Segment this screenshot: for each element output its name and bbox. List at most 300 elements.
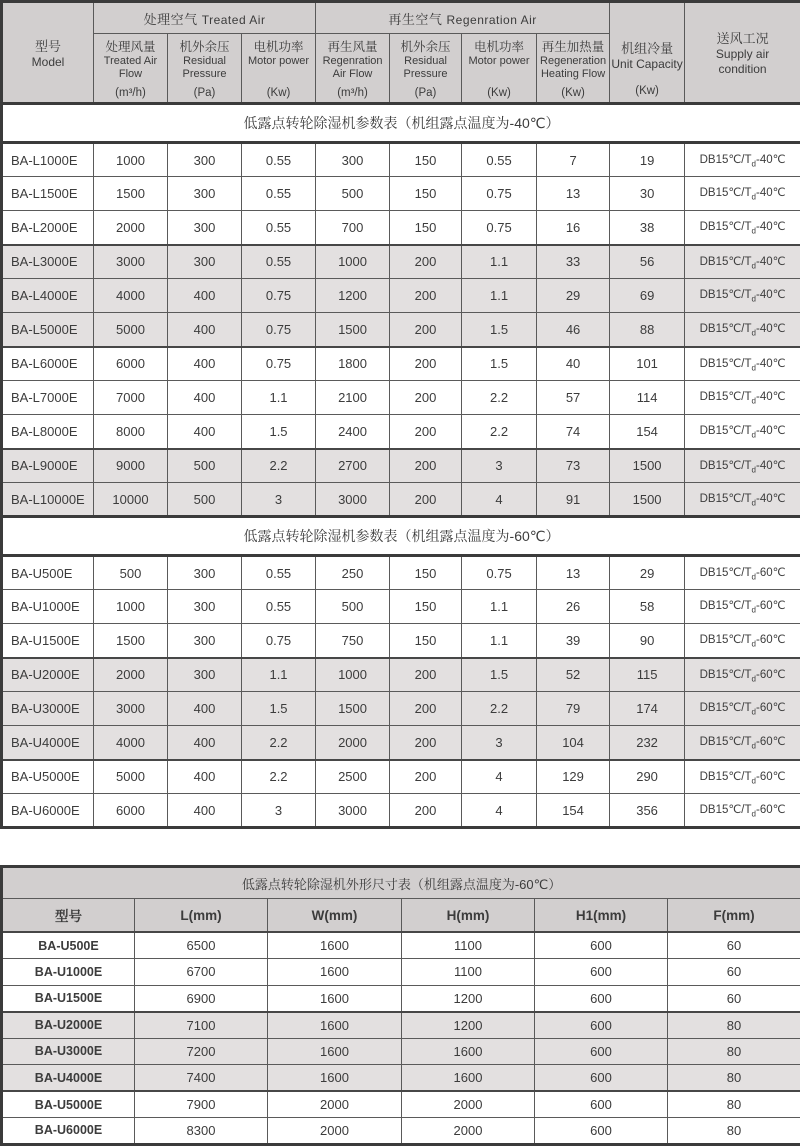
spec-table-row xyxy=(2,556,800,590)
dim-value-cell: 2000 xyxy=(402,1091,535,1118)
unit-capacity-zh: 机组冷量 xyxy=(621,38,673,57)
spec-table-row xyxy=(2,211,800,245)
supply-subscript: d xyxy=(752,465,756,474)
supply-suffix: -60℃ xyxy=(756,771,786,783)
value-cell: 0.75 xyxy=(462,556,537,590)
supply-subscript: d xyxy=(752,639,756,648)
model-cell: BA-U3000E xyxy=(2,692,94,726)
dimension-table xyxy=(0,865,800,1146)
dim-value-cell: 80 xyxy=(668,1118,800,1145)
supply-subscript: d xyxy=(752,606,756,615)
supply-suffix: -60℃ xyxy=(756,567,786,579)
dim-value-cell: 1100 xyxy=(402,959,535,986)
value-cell: 400 xyxy=(168,381,242,415)
value-cell: 200 xyxy=(390,760,462,794)
value-cell: 73 xyxy=(537,449,610,483)
value-cell: 200 xyxy=(390,313,462,347)
value-cell: 0.75 xyxy=(462,211,537,245)
supply-subscript: d xyxy=(752,776,756,785)
value-cell: 200 xyxy=(390,658,462,692)
supply-condition-cell xyxy=(685,211,800,245)
supply-subscript: d xyxy=(752,498,756,507)
value-cell: 115 xyxy=(610,658,685,692)
dim-value-cell: 600 xyxy=(535,959,668,986)
value-cell: 500 xyxy=(316,177,390,211)
supply-subscript: d xyxy=(752,430,756,439)
value-cell: 2500 xyxy=(316,760,390,794)
dim-table-row xyxy=(2,985,800,1012)
treated-air-group-header xyxy=(94,2,316,34)
value-cell: 2400 xyxy=(316,415,390,449)
dim-value-cell: 1600 xyxy=(268,1038,402,1065)
value-cell: 1200 xyxy=(316,279,390,313)
dim-model-cell: BA-U4000E xyxy=(2,1065,135,1092)
dim-column-header: L(mm) xyxy=(135,899,268,933)
dim-model-cell: BA-U5000E xyxy=(2,1091,135,1118)
spec-table-row xyxy=(2,590,800,624)
supply-subscript: d xyxy=(752,226,756,235)
value-cell: 2100 xyxy=(316,381,390,415)
value-cell: 1.5 xyxy=(462,658,537,692)
supply-condition-cell xyxy=(685,624,800,658)
value-cell: 150 xyxy=(390,177,462,211)
value-cell: 1.5 xyxy=(462,347,537,381)
value-cell: 101 xyxy=(610,347,685,381)
value-cell: 6000 xyxy=(94,794,168,828)
value-cell: 1.1 xyxy=(462,279,537,313)
value-cell: 200 xyxy=(390,483,462,517)
value-cell: 2.2 xyxy=(462,415,537,449)
value-cell: 2000 xyxy=(94,658,168,692)
regen-air-group-header xyxy=(316,2,610,34)
dim-model-cell: BA-U1000E xyxy=(2,959,135,986)
dim-value-cell: 600 xyxy=(535,1118,668,1145)
dim-table-row xyxy=(2,1012,800,1039)
value-cell: 300 xyxy=(168,177,242,211)
spec-table-body xyxy=(2,104,800,828)
value-cell: 200 xyxy=(390,279,462,313)
value-cell: 400 xyxy=(168,415,242,449)
model-cell: BA-L1000E xyxy=(2,143,94,177)
value-cell: 1.1 xyxy=(462,245,537,279)
dim-value-cell: 600 xyxy=(535,985,668,1012)
dim-value-cell: 1200 xyxy=(402,1012,535,1039)
value-cell: 1500 xyxy=(316,313,390,347)
supply-suffix: -40℃ xyxy=(756,187,786,199)
spec-table-row xyxy=(2,726,800,760)
supply-condition-cell xyxy=(685,590,800,624)
value-cell: 39 xyxy=(537,624,610,658)
value-cell: 700 xyxy=(316,211,390,245)
dim-table-row xyxy=(2,1118,800,1145)
value-cell: 19 xyxy=(610,143,685,177)
value-cell: 0.75 xyxy=(242,347,316,381)
dimension-table-title: 低露点转轮除湿机外形尺寸表（机组露点温度为-60℃） xyxy=(2,867,800,899)
value-cell: 356 xyxy=(610,794,685,828)
section-title: 低露点转轮除湿机参数表（机组露点温度为-60℃） xyxy=(2,517,800,556)
value-cell: 29 xyxy=(537,279,610,313)
model-cell: BA-L3000E xyxy=(2,245,94,279)
supply-condition-cell xyxy=(685,143,800,177)
dim-model-cell: BA-U3000E xyxy=(2,1038,135,1065)
model-cell: BA-L1500E xyxy=(2,177,94,211)
value-cell: 3000 xyxy=(316,483,390,517)
value-cell: 232 xyxy=(610,726,685,760)
value-cell: 1500 xyxy=(610,483,685,517)
value-cell: 5000 xyxy=(94,760,168,794)
spec-table-row xyxy=(2,449,800,483)
value-cell: 114 xyxy=(610,381,685,415)
value-cell: 0.55 xyxy=(462,143,537,177)
value-cell: 2.2 xyxy=(462,692,537,726)
model-cell: BA-U6000E xyxy=(2,794,94,828)
value-cell: 290 xyxy=(610,760,685,794)
spec-table-row xyxy=(2,658,800,692)
dim-column-header: H1(mm) xyxy=(535,899,668,933)
dim-value-cell: 7200 xyxy=(135,1038,268,1065)
dim-value-cell: 80 xyxy=(668,1012,800,1039)
value-cell: 30 xyxy=(610,177,685,211)
value-cell: 500 xyxy=(168,483,242,517)
supply-prefix: DB15℃/T xyxy=(700,804,752,816)
spec-table-header xyxy=(2,2,800,104)
value-cell: 46 xyxy=(537,313,610,347)
dim-value-cell: 600 xyxy=(535,1038,668,1065)
value-cell: 29 xyxy=(610,556,685,590)
value-cell: 1.1 xyxy=(242,381,316,415)
supply-suffix: -40℃ xyxy=(756,460,786,472)
spec-table-row xyxy=(2,143,800,177)
supply-subscript: d xyxy=(752,397,756,406)
value-cell: 400 xyxy=(168,794,242,828)
dim-column-header: W(mm) xyxy=(268,899,402,933)
supply-prefix: DB15℃/T xyxy=(700,358,752,370)
dimension-table-title-row xyxy=(2,867,800,899)
supply-suffix: -40℃ xyxy=(756,391,786,403)
model-cell: BA-U2000E xyxy=(2,658,94,692)
spec-table-row xyxy=(2,347,800,381)
dimension-table-header-row xyxy=(2,899,800,933)
supply-suffix: -40℃ xyxy=(756,221,786,233)
value-cell: 400 xyxy=(168,692,242,726)
value-cell: 91 xyxy=(537,483,610,517)
spec-table-row xyxy=(2,381,800,415)
value-cell: 400 xyxy=(168,726,242,760)
dim-value-cell: 1600 xyxy=(268,1012,402,1039)
value-cell: 400 xyxy=(168,347,242,381)
supply-air-zh: 送风工况 xyxy=(717,28,769,47)
supply-prefix: DB15℃/T xyxy=(700,187,752,199)
unit-capacity-header xyxy=(610,2,685,104)
supply-condition-cell xyxy=(685,692,800,726)
value-cell: 0.55 xyxy=(242,556,316,590)
section-title: 低露点转轮除湿机参数表（机组露点温度为-40℃） xyxy=(2,104,800,143)
supply-subscript: d xyxy=(752,363,756,372)
value-cell: 3 xyxy=(462,726,537,760)
col-header-residual-pressure-2: 机外余压 Residual Pressure (Pa) xyxy=(390,34,462,104)
dim-value-cell: 60 xyxy=(668,959,800,986)
supply-suffix: -60℃ xyxy=(756,804,786,816)
spec-table-row xyxy=(2,313,800,347)
supply-condition-cell xyxy=(685,245,800,279)
value-cell: 200 xyxy=(390,794,462,828)
supply-prefix: DB15℃/T xyxy=(700,771,752,783)
supply-suffix: -60℃ xyxy=(756,669,786,681)
dim-table-row xyxy=(2,1038,800,1065)
model-cell: BA-L8000E xyxy=(2,415,94,449)
supply-prefix: DB15℃/T xyxy=(700,289,752,301)
value-cell: 4000 xyxy=(94,726,168,760)
model-cell: BA-L5000E xyxy=(2,313,94,347)
value-cell: 0.55 xyxy=(242,177,316,211)
value-cell: 200 xyxy=(390,726,462,760)
value-cell: 300 xyxy=(168,658,242,692)
value-cell: 1.1 xyxy=(242,658,316,692)
value-cell: 16 xyxy=(537,211,610,245)
supply-subscript: d xyxy=(752,674,756,683)
supply-prefix: DB15℃/T xyxy=(700,567,752,579)
value-cell: 200 xyxy=(390,381,462,415)
value-cell: 300 xyxy=(168,624,242,658)
value-cell: 1000 xyxy=(316,245,390,279)
value-cell: 57 xyxy=(537,381,610,415)
supply-prefix: DB15℃/T xyxy=(700,256,752,268)
value-cell: 400 xyxy=(168,313,242,347)
value-cell: 0.75 xyxy=(242,313,316,347)
value-cell: 1.5 xyxy=(242,692,316,726)
value-cell: 4 xyxy=(462,794,537,828)
spec-table-row xyxy=(2,760,800,794)
value-cell: 0.55 xyxy=(242,211,316,245)
supply-condition-cell xyxy=(685,313,800,347)
dim-value-cell: 7900 xyxy=(135,1091,268,1118)
value-cell: 200 xyxy=(390,415,462,449)
supply-condition-cell xyxy=(685,381,800,415)
dim-value-cell: 2000 xyxy=(268,1091,402,1118)
value-cell: 13 xyxy=(537,556,610,590)
model-column-header xyxy=(2,2,94,104)
unit-capacity-en: Unit Capacity xyxy=(611,57,682,72)
supply-suffix: -40℃ xyxy=(756,358,786,370)
model-header-en: Model xyxy=(3,55,93,69)
value-cell: 200 xyxy=(390,692,462,726)
value-cell: 1500 xyxy=(94,624,168,658)
value-cell: 6000 xyxy=(94,347,168,381)
dim-value-cell: 1200 xyxy=(402,985,535,1012)
model-cell: BA-L9000E xyxy=(2,449,94,483)
value-cell: 8000 xyxy=(94,415,168,449)
value-cell: 90 xyxy=(610,624,685,658)
supply-condition-cell xyxy=(685,279,800,313)
value-cell: 150 xyxy=(390,590,462,624)
dim-column-header: F(mm) xyxy=(668,899,800,933)
value-cell: 750 xyxy=(316,624,390,658)
supply-suffix: -60℃ xyxy=(756,736,786,748)
dim-value-cell: 6500 xyxy=(135,932,268,959)
value-cell: 1500 xyxy=(316,692,390,726)
supply-condition-cell xyxy=(685,794,800,828)
value-cell: 40 xyxy=(537,347,610,381)
dim-value-cell: 80 xyxy=(668,1038,800,1065)
supply-condition-cell xyxy=(685,347,800,381)
supply-prefix: DB15℃/T xyxy=(700,493,752,505)
dim-value-cell: 8300 xyxy=(135,1118,268,1145)
dim-value-cell: 80 xyxy=(668,1091,800,1118)
supply-subscript: d xyxy=(752,741,756,750)
col-header-residual-pressure-1: 机外余压 Residual Pressure (Pa) xyxy=(168,34,242,104)
value-cell: 129 xyxy=(537,760,610,794)
value-cell: 2.2 xyxy=(462,381,537,415)
model-cell: BA-L4000E xyxy=(2,279,94,313)
regen-air-group-en: Regenration Air xyxy=(447,13,537,27)
value-cell: 0.55 xyxy=(242,245,316,279)
model-cell: BA-U1500E xyxy=(2,624,94,658)
value-cell: 4 xyxy=(462,483,537,517)
value-cell: 26 xyxy=(537,590,610,624)
dim-value-cell: 1600 xyxy=(268,932,402,959)
value-cell: 154 xyxy=(537,794,610,828)
unit-capacity-unit: (Kw) xyxy=(610,85,684,97)
spec-table-row xyxy=(2,245,800,279)
supply-prefix: DB15℃/T xyxy=(700,391,752,403)
supply-prefix: DB15℃/T xyxy=(700,600,752,612)
value-cell: 9000 xyxy=(94,449,168,483)
value-cell: 500 xyxy=(94,556,168,590)
value-cell: 300 xyxy=(316,143,390,177)
dim-value-cell: 7100 xyxy=(135,1012,268,1039)
value-cell: 150 xyxy=(390,143,462,177)
supply-prefix: DB15℃/T xyxy=(700,669,752,681)
value-cell: 88 xyxy=(610,313,685,347)
dim-model-cell: BA-U6000E xyxy=(2,1118,135,1145)
value-cell: 1.1 xyxy=(462,590,537,624)
value-cell: 174 xyxy=(610,692,685,726)
supply-condition-cell xyxy=(685,415,800,449)
value-cell: 7 xyxy=(537,143,610,177)
supply-suffix: -60℃ xyxy=(756,634,786,646)
supply-prefix: DB15℃/T xyxy=(700,221,752,233)
supply-suffix: -40℃ xyxy=(756,154,786,166)
supply-prefix: DB15℃/T xyxy=(700,323,752,335)
model-cell: BA-L10000E xyxy=(2,483,94,517)
value-cell: 1.5 xyxy=(242,415,316,449)
value-cell: 200 xyxy=(390,245,462,279)
value-cell: 400 xyxy=(168,279,242,313)
dim-column-header: H(mm) xyxy=(402,899,535,933)
value-cell: 150 xyxy=(390,624,462,658)
value-cell: 1500 xyxy=(610,449,685,483)
supply-condition-cell xyxy=(685,556,800,590)
dim-model-cell: BA-U1500E xyxy=(2,985,135,1012)
value-cell: 300 xyxy=(168,245,242,279)
supply-subscript: d xyxy=(752,572,756,581)
supply-condition-cell xyxy=(685,658,800,692)
value-cell: 2000 xyxy=(316,726,390,760)
value-cell: 3 xyxy=(242,483,316,517)
dim-column-header: 型号 xyxy=(2,899,135,933)
model-cell: BA-U1000E xyxy=(2,590,94,624)
value-cell: 2.2 xyxy=(242,449,316,483)
value-cell: 150 xyxy=(390,211,462,245)
supply-condition-cell xyxy=(685,760,800,794)
value-cell: 2.2 xyxy=(242,726,316,760)
supply-subscript: d xyxy=(752,328,756,337)
value-cell: 0.75 xyxy=(462,177,537,211)
value-cell: 5000 xyxy=(94,313,168,347)
supply-subscript: d xyxy=(752,159,756,168)
dim-value-cell: 6700 xyxy=(135,959,268,986)
supply-condition-cell xyxy=(685,483,800,517)
dim-value-cell: 80 xyxy=(668,1065,800,1092)
dim-value-cell: 2000 xyxy=(402,1118,535,1145)
spec-table-row xyxy=(2,624,800,658)
model-cell: BA-U4000E xyxy=(2,726,94,760)
dim-value-cell: 600 xyxy=(535,1091,668,1118)
supply-air-header xyxy=(685,2,800,104)
supply-subscript: d xyxy=(752,809,756,818)
dim-value-cell: 600 xyxy=(535,1012,668,1039)
dim-model-cell: BA-U2000E xyxy=(2,1012,135,1039)
value-cell: 3000 xyxy=(94,692,168,726)
value-cell: 300 xyxy=(168,143,242,177)
value-cell: 74 xyxy=(537,415,610,449)
value-cell: 0.75 xyxy=(242,624,316,658)
value-cell: 500 xyxy=(168,449,242,483)
dim-table-row xyxy=(2,1091,800,1118)
dim-table-body xyxy=(2,932,800,1144)
spec-table-row xyxy=(2,415,800,449)
supply-condition-cell xyxy=(685,449,800,483)
value-cell: 1500 xyxy=(94,177,168,211)
dim-value-cell: 600 xyxy=(535,1065,668,1092)
dim-value-cell: 1600 xyxy=(268,1065,402,1092)
value-cell: 104 xyxy=(537,726,610,760)
value-cell: 1000 xyxy=(94,143,168,177)
value-cell: 1800 xyxy=(316,347,390,381)
value-cell: 2700 xyxy=(316,449,390,483)
value-cell: 3 xyxy=(462,449,537,483)
model-cell: BA-U5000E xyxy=(2,760,94,794)
value-cell: 200 xyxy=(390,449,462,483)
treated-air-group-zh: 处理空气 xyxy=(144,12,198,27)
value-cell: 3 xyxy=(242,794,316,828)
value-cell: 1.5 xyxy=(462,313,537,347)
dim-table-row xyxy=(2,1065,800,1092)
dim-value-cell: 60 xyxy=(668,985,800,1012)
value-cell: 58 xyxy=(610,590,685,624)
value-cell: 69 xyxy=(610,279,685,313)
value-cell: 500 xyxy=(316,590,390,624)
section-title-row xyxy=(2,104,800,143)
col-header-motor-power-1: 电机功率 Motor power (Kw) xyxy=(242,34,316,104)
dim-value-cell: 1600 xyxy=(268,985,402,1012)
value-cell: 79 xyxy=(537,692,610,726)
regen-air-group-zh: 再生空气 xyxy=(388,12,442,27)
supply-subscript: d xyxy=(752,261,756,270)
value-cell: 2.2 xyxy=(242,760,316,794)
value-cell: 1000 xyxy=(94,590,168,624)
value-cell: 0.55 xyxy=(242,590,316,624)
value-cell: 250 xyxy=(316,556,390,590)
value-cell: 300 xyxy=(168,556,242,590)
supply-subscript: d xyxy=(752,708,756,717)
supply-prefix: DB15℃/T xyxy=(700,736,752,748)
supply-suffix: -40℃ xyxy=(756,425,786,437)
spec-table-row xyxy=(2,483,800,517)
dim-value-cell: 1100 xyxy=(402,932,535,959)
supply-condition-cell xyxy=(685,177,800,211)
value-cell: 38 xyxy=(610,211,685,245)
